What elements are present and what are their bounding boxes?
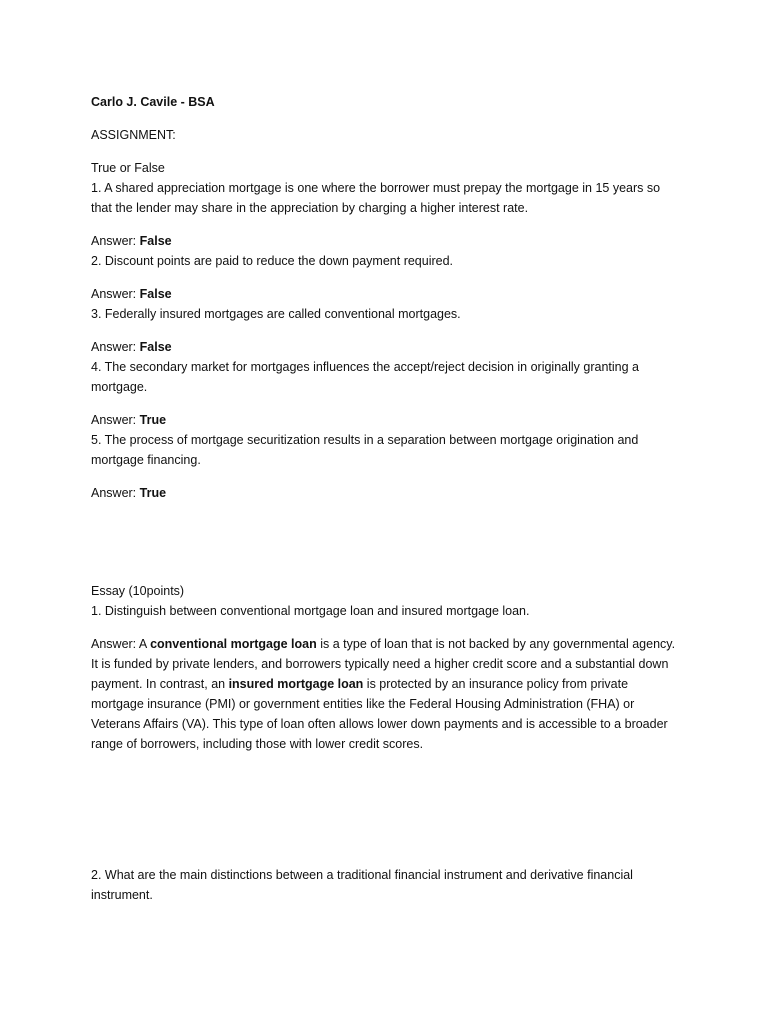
term-conventional-mortgage-loan: conventional mortgage loan [150,637,317,651]
tf-answer-3: Answer: False [91,340,172,354]
essay-section-title: Essay (10points) [91,584,185,598]
tf-question-2: 2. Discount points are paid to reduce the down payment required. [91,254,454,268]
tf-answer-2: Answer: False [91,287,172,301]
tf-question-3: 3. Federally insured mortgages are called conventional mortgages. [91,307,461,321]
term-insured-mortgage-loan: insured mortgage loan [228,677,364,691]
tf-question-5: 5. The process of mortgage securitization results in a separation between mortgage origination and mortgage financing. [91,433,639,467]
essay-answer-1: Answer: A conventional mortgage loan is a type of loan that is not backed by any governmental agency. It is funded by private lenders, and borrowers typically need a higher credit score and a substantial down payment. In contrast, an insured mortgage loan is protected by an insurance policy from private mortgage insurance (PMI) or government entities like the Federal Housing Administration (FHA) or Veterans Affairs (VA). This type of loan often allows lower down payments and is accessible to a broader range of borrowers, including those with lower credit scores. [91,637,676,751]
tf-answer-1: Answer: False [91,234,172,248]
assignment-label: ASSIGNMENT: [91,128,176,142]
essay-question-2: 2. What are the main distinctions between a traditional financial instrument and derivative financial instrument. [91,868,633,902]
essay-question-1: 1. Distinguish between conventional mortgage loan and insured mortgage loan. [91,604,530,618]
tf-answer-4: Answer: True [91,413,167,427]
tf-question-4: 4. The secondary market for mortgages influences the accept/reject decision in originally granting a mortgage. [91,360,639,394]
author-name: Carlo J. Cavile - BSA [91,95,215,109]
tf-answer-5: Answer: True [91,486,167,500]
tf-question-1: 1. A shared appreciation mortgage is one where the borrower must prepay the mortgage in 15 years so that the lender may share in the appreciation by charging a higher interest rate. [91,181,661,215]
true-false-section-title: True or False [91,161,165,175]
